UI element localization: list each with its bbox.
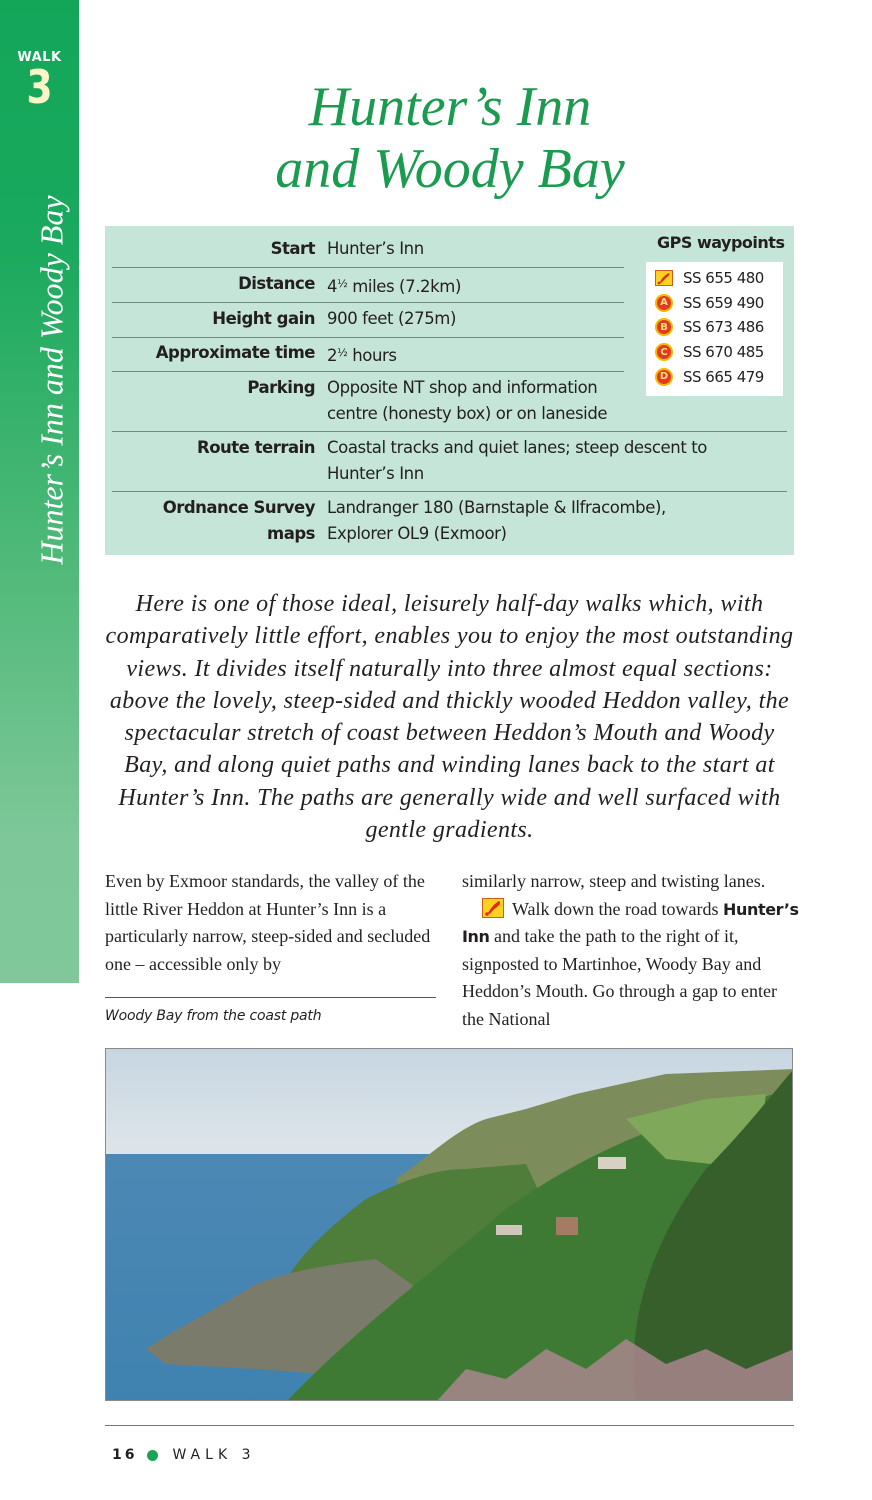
row-divider xyxy=(112,267,624,268)
waypoint-ref: SS 670 485 xyxy=(683,343,764,362)
info-label: Height gain xyxy=(212,309,315,328)
info-value xyxy=(327,435,707,487)
value-whole: 2 xyxy=(327,346,338,365)
walk-number: 3 xyxy=(26,60,53,114)
intro-text: Here is one of those ideal, leisurely half-day walks which, with comparatively little effort, enables you to enjoy the most outstanding views. It divides itself naturally into three almost equal sections: above the lovely, steep-sided and thickly wooded Heddon valley, the spectacular stretch of coast between Heddon’s Mouth and Woody Bay, and along quiet paths and winding lanes back to the start at Hunter’s Inn. The paths are generally wide and well surfaced with gentle gradients. xyxy=(105,591,794,844)
coastal-photo xyxy=(105,1048,793,1401)
footprint-start-icon xyxy=(655,270,673,286)
green-dot-icon xyxy=(147,1450,158,1461)
info-label: Route terrain xyxy=(197,438,315,457)
place-name: Hunter’s Inn xyxy=(462,899,799,946)
row-divider xyxy=(112,371,624,372)
info-value: Hunter’s Inn xyxy=(327,239,424,258)
info-row-parking xyxy=(112,375,607,427)
walk-side-tab xyxy=(0,0,79,983)
footer-section: WALK 3 xyxy=(172,1447,256,1463)
step-text-rest: and take the path to the right of it, signposted to Martinhoe, Woody Bay and Heddon’s Mouth. Go through a gap to enter the National xyxy=(462,926,777,1029)
waypoint-ref: SS 673 486 xyxy=(683,318,764,337)
info-label: Parking xyxy=(247,378,315,397)
info-value xyxy=(327,271,461,300)
row-divider xyxy=(112,337,624,338)
caption-divider xyxy=(105,997,436,998)
photo-house xyxy=(556,1217,578,1235)
info-value: 900 feet (275m) xyxy=(327,309,457,328)
info-row-os-maps xyxy=(112,495,666,547)
route-step-start xyxy=(462,896,802,1034)
info-row-distance xyxy=(112,271,461,300)
step-text: Walk down the road towards xyxy=(512,898,719,919)
info-label: Ordnance Survey maps xyxy=(162,498,315,543)
value-line: Opposite NT shop and information xyxy=(327,378,598,397)
waypoint-c-icon: C xyxy=(655,343,673,361)
value-line: Coastal tracks and quiet lanes; steep descent to xyxy=(327,438,708,457)
gps-waypoint-list xyxy=(646,262,783,396)
waypoint-ref: SS 659 490 xyxy=(683,293,764,312)
page-number: 16 xyxy=(112,1447,138,1463)
footprint-start-icon xyxy=(482,898,504,918)
waypoint-a-icon: A xyxy=(655,294,673,312)
waypoint-d-icon: D xyxy=(655,368,673,386)
page-footer xyxy=(112,1447,255,1463)
row-divider xyxy=(112,491,787,492)
intro-paragraph xyxy=(105,588,794,846)
row-divider xyxy=(112,302,624,303)
waypoint-a xyxy=(646,291,783,316)
waypoint-b xyxy=(646,315,783,340)
photo-caption: Woody Bay from the coast path xyxy=(105,1008,322,1024)
body-right-column xyxy=(462,868,802,1033)
footer-divider xyxy=(105,1425,794,1426)
value-line: Explorer OL9 (Exmoor) xyxy=(327,524,507,543)
waypoint-b-icon: B xyxy=(655,318,673,336)
value-line: Hunter’s Inn xyxy=(327,464,424,483)
title-line-1: Hunter’s Inn xyxy=(308,76,592,138)
value-fraction: ½ xyxy=(337,346,348,359)
walk-label: WALK xyxy=(17,50,62,65)
info-label: Approximate time xyxy=(155,343,315,362)
body-text: Even by Exmoor standards, the valley of the little River Heddon at Hunter’s Inn is a particularly narrow, steep-sided and secluded one – accessible only by xyxy=(105,871,431,974)
info-value xyxy=(327,340,397,369)
waypoint-c xyxy=(646,340,783,365)
gps-title: GPS waypoints xyxy=(657,233,785,252)
body-text: similarly narrow, steep and twisting lanes. xyxy=(462,871,766,891)
info-row-start xyxy=(112,236,424,262)
photo-house xyxy=(598,1157,626,1169)
gps-waypoints-box xyxy=(637,226,794,406)
waypoint-ref: SS 655 480 xyxy=(683,269,764,288)
page-title xyxy=(105,76,795,200)
waypoint-ref: SS 665 479 xyxy=(683,367,764,386)
waypoint-d xyxy=(646,364,783,389)
info-value xyxy=(327,375,607,427)
info-row-approximate-time xyxy=(112,340,397,369)
body-left-column xyxy=(105,868,450,978)
value-line: centre (honesty box) or on laneside xyxy=(327,404,608,423)
value-rest: miles (7.2km) xyxy=(347,277,461,296)
value-whole: 4 xyxy=(327,277,338,296)
photo-house xyxy=(496,1225,522,1235)
value-fraction: ½ xyxy=(337,277,348,290)
info-label: Distance xyxy=(238,274,315,293)
waypoint-start xyxy=(646,266,783,291)
value-line: Landranger 180 (Barnstaple & Ilfracombe), xyxy=(327,498,666,517)
info-label: Start xyxy=(270,239,315,258)
info-row-route-terrain xyxy=(112,435,707,487)
info-row-height-gain xyxy=(112,306,456,332)
title-line-2: and Woody Bay xyxy=(275,138,625,200)
value-rest: hours xyxy=(347,346,397,365)
info-value xyxy=(327,495,666,547)
vertical-walk-title: Hunter’s Inn and Woody Bay xyxy=(33,195,70,565)
row-divider xyxy=(112,431,787,432)
